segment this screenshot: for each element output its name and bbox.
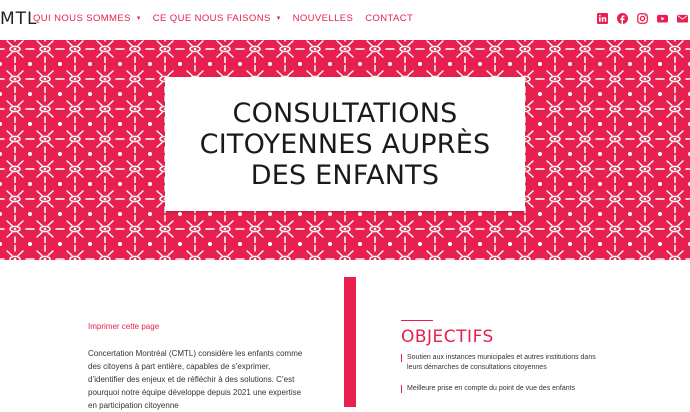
email-icon[interactable] (677, 13, 688, 24)
nav-item-contact[interactable] (365, 13, 413, 25)
intro-paragraph: Concertation Montréal (CMTL) considère les enfants comme des citoyens à part entière, capables de s’exprimer, d’identifier des enjeux et de réfléchir à des solutions. C’est pourquoi notre équipe développe depuis 2021 une expertise en participation citoyenne (88, 349, 303, 410)
objectives-heading: OBJECTIFS (401, 327, 494, 347)
hero-title-card (165, 77, 525, 211)
objectives-column (401, 320, 601, 406)
nav-item-nouvelles[interactable] (293, 13, 354, 25)
nav-item-label: QUI NOUS SOMMES (33, 13, 131, 24)
nav-item-label: NOUVELLES (292, 13, 354, 24)
print-page-link[interactable]: Imprimer cette page (88, 322, 160, 331)
nav-item-label: CE QUE NOUS FAISONS (152, 13, 271, 24)
hero-banner (0, 40, 690, 260)
section-divider (401, 320, 433, 321)
main-nav (33, 13, 425, 25)
facebook-icon[interactable] (617, 13, 628, 24)
intro-column (88, 322, 308, 412)
accent-bar (344, 277, 356, 407)
nav-item-ce-que-nous-faisons[interactable] (153, 13, 281, 25)
list-item: Soutien aux instances municipales et autres institutions dans leurs démarches de consultations citoyennes (401, 353, 601, 372)
youtube-icon[interactable] (657, 13, 668, 24)
site-logo[interactable]: MTL (0, 9, 38, 29)
chevron-down-icon: ▾ (136, 15, 141, 22)
page-title (200, 98, 491, 191)
nav-item-label: CONTACT (365, 13, 414, 24)
site-header (0, 0, 690, 40)
page-title-line: CONSULTATIONS (232, 97, 458, 129)
list-item: Meilleure prise en compte du point de vue des enfants (401, 384, 601, 394)
page-title-line: DES ENFANTS (250, 159, 440, 191)
social-links (588, 13, 688, 24)
instagram-icon[interactable] (637, 13, 648, 24)
page-title-line: CITOYENNES AUPRÈS (199, 128, 491, 160)
chevron-down-icon: ▾ (276, 15, 281, 22)
linkedin-icon[interactable] (597, 13, 608, 24)
nav-item-qui-nous-sommes[interactable] (33, 13, 141, 25)
objectives-list (401, 353, 601, 394)
